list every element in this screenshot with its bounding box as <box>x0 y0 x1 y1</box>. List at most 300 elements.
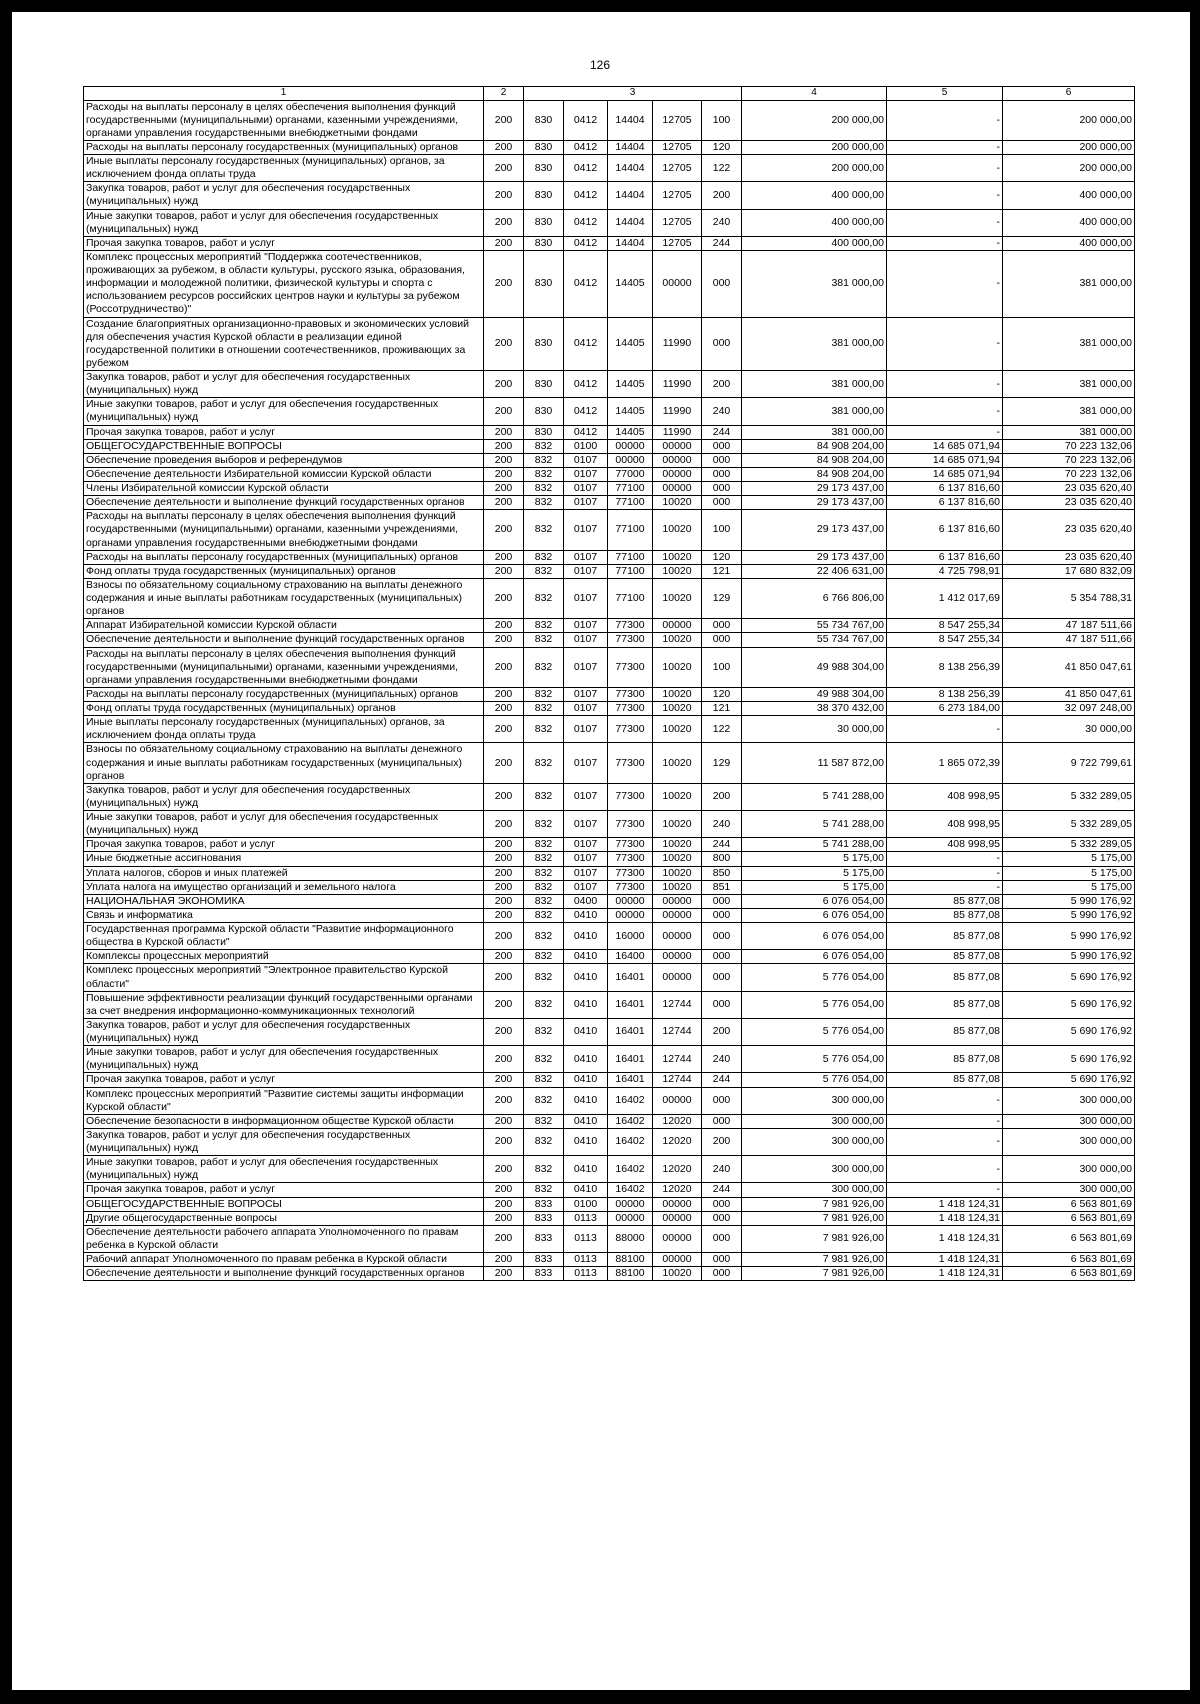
row-sum-col6: 5 332 289,05 <box>1003 838 1135 852</box>
row-expense-type: 000 <box>702 482 742 496</box>
row-program-code: 16401 <box>608 991 653 1018</box>
row-program-code: 16401 <box>608 964 653 991</box>
row-direction-code: 12020 <box>653 1156 702 1183</box>
row-name: Другие общегосударственные вопросы <box>84 1211 484 1225</box>
row-program-code: 00000 <box>608 908 653 922</box>
row-ved-code: 200 <box>484 510 524 550</box>
row-ved-code: 200 <box>484 923 524 950</box>
row-ved-code: 200 <box>484 811 524 838</box>
row-expense-type: 100 <box>702 510 742 550</box>
row-sum-col6: 200 000,00 <box>1003 155 1135 182</box>
row-chapter-code: 832 <box>524 1087 564 1114</box>
row-chapter-code: 832 <box>524 510 564 550</box>
row-direction-code: 00000 <box>653 1087 702 1114</box>
row-sum-col5: 14 685 071,94 <box>887 439 1003 453</box>
row-chapter-code: 832 <box>524 702 564 716</box>
row-ved-code: 200 <box>484 1211 524 1225</box>
row-chapter-code: 832 <box>524 923 564 950</box>
row-expense-type: 000 <box>702 991 742 1018</box>
table-row <box>84 1211 1135 1225</box>
row-expense-type: 850 <box>702 866 742 880</box>
row-sum-col6: 47 187 511,66 <box>1003 619 1135 633</box>
row-sum-col4: 381 000,00 <box>742 250 887 317</box>
row-sum-col6: 5 175,00 <box>1003 866 1135 880</box>
row-sum-col5: - <box>887 371 1003 398</box>
row-name: Прочая закупка товаров, работ и услуг <box>84 1183 484 1197</box>
row-chapter-code: 832 <box>524 1183 564 1197</box>
row-name: Аппарат Избирательной комиссии Курской области <box>84 619 484 633</box>
row-sum-col4: 400 000,00 <box>742 236 887 250</box>
row-expense-type: 240 <box>702 398 742 425</box>
row-expense-type: 200 <box>702 371 742 398</box>
table-row <box>84 716 1135 743</box>
row-program-code: 88100 <box>608 1267 653 1281</box>
row-name: Обеспечение проведения выборов и референдумов <box>84 453 484 467</box>
row-program-code: 14404 <box>608 155 653 182</box>
table-row <box>84 619 1135 633</box>
table-row <box>84 687 1135 701</box>
row-program-code: 77100 <box>608 578 653 618</box>
row-sum-col4: 29 173 437,00 <box>742 510 887 550</box>
row-sum-col4: 6 766 806,00 <box>742 578 887 618</box>
row-sum-col4: 22 406 631,00 <box>742 564 887 578</box>
row-sum-col4: 11 587 872,00 <box>742 743 887 783</box>
row-ved-code: 200 <box>484 1267 524 1281</box>
row-sum-col4: 29 173 437,00 <box>742 496 887 510</box>
row-sum-col6: 17 680 832,09 <box>1003 564 1135 578</box>
row-name: Повышение эффективности реализации функций государственными органами за счет внедрения информационно-коммуникационных технологий <box>84 991 484 1018</box>
scan-border-top <box>0 0 1200 12</box>
row-sum-col5: 85 877,08 <box>887 1046 1003 1073</box>
row-ved-code: 200 <box>484 209 524 236</box>
row-chapter-code: 832 <box>524 743 564 783</box>
row-ved-code: 200 <box>484 991 524 1018</box>
row-program-code: 77300 <box>608 619 653 633</box>
row-sum-col4: 300 000,00 <box>742 1183 887 1197</box>
row-direction-code: 00000 <box>653 439 702 453</box>
table-row <box>84 155 1135 182</box>
row-direction-code: 10020 <box>653 866 702 880</box>
row-chapter-code: 832 <box>524 1114 564 1128</box>
row-expense-type: 200 <box>702 1018 742 1045</box>
row-section-code: 0107 <box>564 564 608 578</box>
row-sum-col4: 6 076 054,00 <box>742 894 887 908</box>
row-program-code: 14405 <box>608 371 653 398</box>
table-row <box>84 439 1135 453</box>
row-chapter-code: 832 <box>524 1156 564 1183</box>
row-chapter-code: 832 <box>524 852 564 866</box>
row-sum-col5: - <box>887 1114 1003 1128</box>
row-ved-code: 200 <box>484 564 524 578</box>
row-expense-type: 851 <box>702 880 742 894</box>
table-row <box>84 991 1135 1018</box>
row-expense-type: 000 <box>702 633 742 647</box>
row-section-code: 0100 <box>564 439 608 453</box>
row-section-code: 0100 <box>564 1197 608 1211</box>
row-section-code: 0107 <box>564 550 608 564</box>
row-sum-col6: 6 563 801,69 <box>1003 1225 1135 1252</box>
table-row <box>84 894 1135 908</box>
row-ved-code: 200 <box>484 496 524 510</box>
row-sum-col5: 1 865 072,39 <box>887 743 1003 783</box>
row-ved-code: 200 <box>484 467 524 481</box>
row-program-code: 77300 <box>608 702 653 716</box>
row-chapter-code: 832 <box>524 866 564 880</box>
header-col-3: 3 <box>524 87 742 101</box>
row-chapter-code: 833 <box>524 1253 564 1267</box>
row-section-code: 0107 <box>564 510 608 550</box>
row-direction-code: 12020 <box>653 1114 702 1128</box>
row-expense-type: 000 <box>702 317 742 371</box>
row-ved-code: 200 <box>484 783 524 810</box>
row-ved-code: 200 <box>484 1225 524 1252</box>
row-sum-col6: 41 850 047,61 <box>1003 687 1135 701</box>
row-sum-col5: 4 725 798,91 <box>887 564 1003 578</box>
row-sum-col6: 5 990 176,92 <box>1003 923 1135 950</box>
row-program-code: 77300 <box>608 633 653 647</box>
row-direction-code: 10020 <box>653 743 702 783</box>
row-section-code: 0107 <box>564 453 608 467</box>
row-ved-code: 200 <box>484 236 524 250</box>
row-sum-col5: - <box>887 398 1003 425</box>
row-sum-col4: 200 000,00 <box>742 100 887 140</box>
row-sum-col5: 85 877,08 <box>887 991 1003 1018</box>
row-sum-col6: 5 175,00 <box>1003 880 1135 894</box>
row-expense-type: 000 <box>702 964 742 991</box>
row-sum-col6: 47 187 511,66 <box>1003 633 1135 647</box>
row-sum-col5: 8 547 255,34 <box>887 633 1003 647</box>
header-col-6: 6 <box>1003 87 1135 101</box>
row-sum-col4: 6 076 054,00 <box>742 923 887 950</box>
row-chapter-code: 832 <box>524 578 564 618</box>
table-row <box>84 743 1135 783</box>
row-sum-col4: 7 981 926,00 <box>742 1211 887 1225</box>
row-section-code: 0410 <box>564 1114 608 1128</box>
row-section-code: 0113 <box>564 1211 608 1225</box>
row-expense-type: 122 <box>702 716 742 743</box>
row-expense-type: 000 <box>702 1114 742 1128</box>
table-row <box>84 564 1135 578</box>
row-sum-col4: 381 000,00 <box>742 425 887 439</box>
table-row <box>84 209 1135 236</box>
row-section-code: 0412 <box>564 209 608 236</box>
row-name: Иные бюджетные ассигнования <box>84 852 484 866</box>
row-sum-col4: 400 000,00 <box>742 209 887 236</box>
row-direction-code: 12744 <box>653 1046 702 1073</box>
row-name: Обеспечение деятельности и выполнение функций государственных органов <box>84 496 484 510</box>
row-sum-col6: 5 175,00 <box>1003 852 1135 866</box>
row-section-code: 0107 <box>564 687 608 701</box>
table-row <box>84 647 1135 687</box>
row-direction-code: 00000 <box>653 482 702 496</box>
row-program-code: 16000 <box>608 923 653 950</box>
table-row <box>84 880 1135 894</box>
row-sum-col6: 23 035 620,40 <box>1003 496 1135 510</box>
table-row <box>84 1087 1135 1114</box>
row-section-code: 0410 <box>564 923 608 950</box>
table-row <box>84 1253 1135 1267</box>
row-ved-code: 200 <box>484 838 524 852</box>
row-chapter-code: 832 <box>524 633 564 647</box>
row-direction-code: 12020 <box>653 1128 702 1155</box>
row-sum-col4: 5 741 288,00 <box>742 838 887 852</box>
row-sum-col4: 5 175,00 <box>742 852 887 866</box>
row-section-code: 0412 <box>564 100 608 140</box>
row-sum-col6: 381 000,00 <box>1003 371 1135 398</box>
row-chapter-code: 832 <box>524 716 564 743</box>
table-row <box>84 1018 1135 1045</box>
row-chapter-code: 832 <box>524 908 564 922</box>
row-direction-code: 12020 <box>653 1183 702 1197</box>
row-sum-col5: 408 998,95 <box>887 783 1003 810</box>
row-direction-code: 00000 <box>653 453 702 467</box>
row-name: Обеспечение деятельности рабочего аппарата Уполномоченного по правам ребенка в Курской области <box>84 1225 484 1252</box>
row-program-code: 16402 <box>608 1156 653 1183</box>
row-section-code: 0107 <box>564 633 608 647</box>
row-program-code: 77100 <box>608 564 653 578</box>
row-program-code: 77300 <box>608 880 653 894</box>
row-sum-col5: - <box>887 100 1003 140</box>
row-program-code: 14404 <box>608 140 653 154</box>
row-chapter-code: 832 <box>524 619 564 633</box>
scan-border-right <box>1190 0 1200 1704</box>
row-sum-col4: 300 000,00 <box>742 1156 887 1183</box>
row-sum-col6: 5 690 176,92 <box>1003 1073 1135 1087</box>
row-program-code: 77300 <box>608 852 653 866</box>
row-sum-col4: 5 776 054,00 <box>742 1046 887 1073</box>
row-sum-col4: 84 908 204,00 <box>742 453 887 467</box>
row-name: Прочая закупка товаров, работ и услуг <box>84 838 484 852</box>
row-expense-type: 129 <box>702 578 742 618</box>
row-sum-col6: 5 690 176,92 <box>1003 964 1135 991</box>
row-direction-code: 00000 <box>653 619 702 633</box>
row-ved-code: 200 <box>484 1183 524 1197</box>
row-chapter-code: 830 <box>524 182 564 209</box>
row-chapter-code: 832 <box>524 1128 564 1155</box>
row-ved-code: 200 <box>484 398 524 425</box>
table-row <box>84 852 1135 866</box>
table-row <box>84 317 1135 371</box>
row-expense-type: 244 <box>702 838 742 852</box>
row-sum-col6: 5 354 788,31 <box>1003 578 1135 618</box>
row-sum-col5: - <box>887 425 1003 439</box>
row-program-code: 77300 <box>608 811 653 838</box>
row-expense-type: 100 <box>702 647 742 687</box>
row-direction-code: 10020 <box>653 578 702 618</box>
row-ved-code: 200 <box>484 425 524 439</box>
row-sum-col6: 381 000,00 <box>1003 398 1135 425</box>
row-section-code: 0410 <box>564 1046 608 1073</box>
row-sum-col4: 381 000,00 <box>742 371 887 398</box>
row-sum-col4: 300 000,00 <box>742 1128 887 1155</box>
row-direction-code: 10020 <box>653 496 702 510</box>
row-program-code: 00000 <box>608 453 653 467</box>
row-program-code: 88000 <box>608 1225 653 1252</box>
row-section-code: 0113 <box>564 1225 608 1252</box>
row-name: Иные закупки товаров, работ и услуг для обеспечения государственных (муниципальных) нужд <box>84 811 484 838</box>
row-direction-code: 10020 <box>653 880 702 894</box>
row-sum-col4: 5 741 288,00 <box>742 811 887 838</box>
row-sum-col6: 30 000,00 <box>1003 716 1135 743</box>
table-row <box>84 371 1135 398</box>
row-name: Фонд оплаты труда государственных (муниципальных) органов <box>84 702 484 716</box>
row-program-code: 00000 <box>608 1211 653 1225</box>
row-sum-col4: 7 981 926,00 <box>742 1225 887 1252</box>
row-sum-col6: 70 223 132,06 <box>1003 439 1135 453</box>
row-program-code: 77100 <box>608 510 653 550</box>
row-ved-code: 200 <box>484 1114 524 1128</box>
row-chapter-code: 833 <box>524 1267 564 1281</box>
row-direction-code: 10020 <box>653 702 702 716</box>
row-ved-code: 200 <box>484 908 524 922</box>
row-chapter-code: 832 <box>524 838 564 852</box>
row-section-code: 0412 <box>564 155 608 182</box>
row-sum-col6: 400 000,00 <box>1003 236 1135 250</box>
row-ved-code: 200 <box>484 578 524 618</box>
row-name: Рабочий аппарат Уполномоченного по правам ребенка в Курской области <box>84 1253 484 1267</box>
row-sum-col5: - <box>887 1183 1003 1197</box>
row-sum-col6: 41 850 047,61 <box>1003 647 1135 687</box>
row-sum-col6: 6 563 801,69 <box>1003 1211 1135 1225</box>
row-ved-code: 200 <box>484 550 524 564</box>
row-sum-col5: 408 998,95 <box>887 838 1003 852</box>
row-expense-type: 240 <box>702 1156 742 1183</box>
row-program-code: 14405 <box>608 317 653 371</box>
row-chapter-code: 832 <box>524 1018 564 1045</box>
row-program-code: 77300 <box>608 687 653 701</box>
row-program-code: 00000 <box>608 1197 653 1211</box>
row-sum-col6: 5 990 176,92 <box>1003 894 1135 908</box>
row-direction-code: 10020 <box>653 510 702 550</box>
row-name: ОБЩЕГОСУДАРСТВЕННЫЕ ВОПРОСЫ <box>84 439 484 453</box>
row-program-code: 14404 <box>608 100 653 140</box>
row-ved-code: 200 <box>484 317 524 371</box>
row-section-code: 0412 <box>564 317 608 371</box>
table-row <box>84 425 1135 439</box>
row-section-code: 0107 <box>564 496 608 510</box>
row-section-code: 0107 <box>564 866 608 880</box>
row-ved-code: 200 <box>484 100 524 140</box>
row-direction-code: 11990 <box>653 371 702 398</box>
row-expense-type: 000 <box>702 1267 742 1281</box>
row-name: Закупка товаров, работ и услуг для обеспечения государственных (муниципальных) нужд <box>84 1128 484 1155</box>
row-name: Уплата налога на имущество организаций и земельного налога <box>84 880 484 894</box>
row-direction-code: 00000 <box>653 964 702 991</box>
row-sum-col5: - <box>887 716 1003 743</box>
row-expense-type: 240 <box>702 1046 742 1073</box>
row-ved-code: 200 <box>484 140 524 154</box>
row-name: НАЦИОНАЛЬНАЯ ЭКОНОМИКА <box>84 894 484 908</box>
row-sum-col4: 6 076 054,00 <box>742 950 887 964</box>
row-ved-code: 200 <box>484 1087 524 1114</box>
table-row <box>84 838 1135 852</box>
row-section-code: 0107 <box>564 619 608 633</box>
row-sum-col4: 200 000,00 <box>742 140 887 154</box>
row-program-code: 77300 <box>608 647 653 687</box>
row-expense-type: 000 <box>702 1197 742 1211</box>
row-section-code: 0107 <box>564 880 608 894</box>
row-ved-code: 200 <box>484 482 524 496</box>
row-ved-code: 200 <box>484 687 524 701</box>
row-sum-col4: 84 908 204,00 <box>742 467 887 481</box>
row-sum-col5: 85 877,08 <box>887 950 1003 964</box>
row-name: Расходы на выплаты персоналу в целях обеспечения выполнения функций государственными (муниципальными) органами, казенными учреждениями, органами управления государственными внебюджетными фондами <box>84 647 484 687</box>
row-direction-code: 00000 <box>653 1253 702 1267</box>
row-chapter-code: 832 <box>524 439 564 453</box>
row-section-code: 0412 <box>564 236 608 250</box>
row-ved-code: 200 <box>484 1156 524 1183</box>
row-sum-col6: 300 000,00 <box>1003 1087 1135 1114</box>
row-section-code: 0107 <box>564 702 608 716</box>
row-program-code: 16402 <box>608 1128 653 1155</box>
row-program-code: 77300 <box>608 743 653 783</box>
row-name: Государственная программа Курской области "Развитие информационного общества в Курской области" <box>84 923 484 950</box>
row-sum-col5: 85 877,08 <box>887 1018 1003 1045</box>
row-section-code: 0107 <box>564 647 608 687</box>
row-ved-code: 200 <box>484 250 524 317</box>
row-section-code: 0113 <box>564 1253 608 1267</box>
row-direction-code: 11990 <box>653 425 702 439</box>
row-sum-col5: 85 877,08 <box>887 894 1003 908</box>
row-expense-type: 000 <box>702 250 742 317</box>
table-row <box>84 510 1135 550</box>
row-name: Иные закупки товаров, работ и услуг для обеспечения государственных (муниципальных) нужд <box>84 398 484 425</box>
row-sum-col4: 5 776 054,00 <box>742 991 887 1018</box>
row-sum-col4: 300 000,00 <box>742 1087 887 1114</box>
row-direction-code: 10020 <box>653 852 702 866</box>
row-name: Обеспечение деятельности и выполнение функций государственных органов <box>84 1267 484 1281</box>
row-section-code: 0410 <box>564 964 608 991</box>
table-row <box>84 633 1135 647</box>
row-sum-col6: 6 563 801,69 <box>1003 1197 1135 1211</box>
row-program-code: 14404 <box>608 236 653 250</box>
row-sum-col5: - <box>887 209 1003 236</box>
table-row <box>84 702 1135 716</box>
row-expense-type: 000 <box>702 619 742 633</box>
row-section-code: 0412 <box>564 182 608 209</box>
row-sum-col4: 5 776 054,00 <box>742 964 887 991</box>
table-row <box>84 1156 1135 1183</box>
row-section-code: 0410 <box>564 1156 608 1183</box>
row-sum-col6: 300 000,00 <box>1003 1183 1135 1197</box>
row-expense-type: 000 <box>702 496 742 510</box>
row-section-code: 0410 <box>564 1128 608 1155</box>
row-chapter-code: 832 <box>524 1046 564 1073</box>
row-name: Расходы на выплаты персоналу государственных (муниципальных) органов <box>84 687 484 701</box>
row-direction-code: 00000 <box>653 923 702 950</box>
row-sum-col6: 5 990 176,92 <box>1003 908 1135 922</box>
row-sum-col4: 49 988 304,00 <box>742 647 887 687</box>
row-expense-type: 240 <box>702 209 742 236</box>
row-chapter-code: 830 <box>524 398 564 425</box>
table-row <box>84 467 1135 481</box>
row-expense-type: 121 <box>702 702 742 716</box>
row-direction-code: 10020 <box>653 838 702 852</box>
table-row <box>84 783 1135 810</box>
row-sum-col5: - <box>887 1087 1003 1114</box>
table-row <box>84 578 1135 618</box>
table-row <box>84 398 1135 425</box>
row-direction-code: 10020 <box>653 550 702 564</box>
row-sum-col4: 49 988 304,00 <box>742 687 887 701</box>
row-expense-type: 800 <box>702 852 742 866</box>
table-header-row <box>84 87 1135 101</box>
row-section-code: 0410 <box>564 1073 608 1087</box>
row-direction-code: 10020 <box>653 687 702 701</box>
row-program-code: 16402 <box>608 1183 653 1197</box>
row-sum-col4: 29 173 437,00 <box>742 550 887 564</box>
row-ved-code: 200 <box>484 1073 524 1087</box>
